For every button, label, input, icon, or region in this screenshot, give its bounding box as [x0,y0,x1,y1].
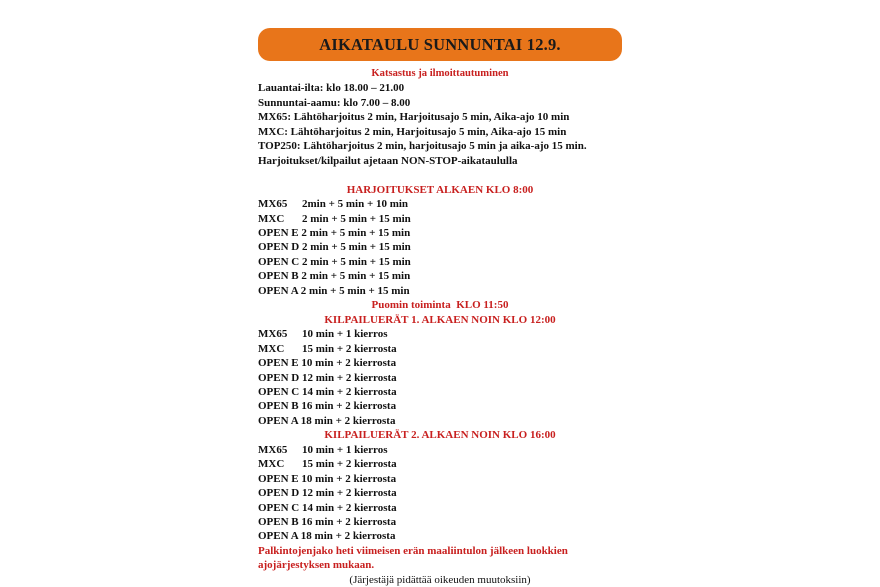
class-label: MXC [258,212,285,225]
race1-row [258,399,622,413]
class-duration: 18 min + 2 kierrosta [300,414,396,427]
registration-line: TOP250: Lähtöharjoitus 2 min, harjoitusajo 5 min ja aika-ajo 15 min. [258,140,587,153]
registration-heading: Katsastus ja ilmoittautuminen [371,68,509,79]
practice-row [258,212,622,226]
race2-row [258,457,622,471]
class-duration: 18 min + 2 kierrosta [300,530,396,543]
practice-row [258,269,622,283]
race1-heading: KILPAILUERÄT 1. ALKAEN NOIN KLO 12:00 [324,313,556,326]
practice-row [258,197,622,211]
class-label: OPEN D [258,487,300,500]
class-duration: 10 min + 2 kierrosta [301,472,397,485]
class-label: OPEN E [258,357,299,370]
race2-row [258,501,622,515]
title-banner [258,28,622,61]
class-duration: 15 min + 2 kierrosta [302,342,397,355]
race1-row [258,414,622,428]
class-duration: 14 min + 2 kierrosta [302,385,397,398]
race1-row [258,327,622,341]
race2-row [258,486,622,500]
class-label: OPEN A [258,414,299,427]
class-duration: 12 min + 2 kierrosta [302,371,397,384]
schedule-document [258,28,622,587]
class-duration: 2 min + 5 min + 15 min [300,284,410,297]
race1-row [258,356,622,370]
race1-row [258,342,622,356]
schedule-content [258,67,622,587]
class-label: MX65 [258,443,288,456]
class-duration: 12 min + 2 kierrosta [302,487,397,500]
class-duration: 2 min + 5 min + 15 min [301,226,411,239]
spacer [258,168,622,182]
class-duration: 2 min + 5 min + 15 min [302,212,411,225]
class-label: MXC [258,342,285,355]
registration-line: Lauantai-ilta: klo 18.00 – 21.00 [258,82,405,95]
class-label: OPEN A [258,284,299,297]
class-duration: 16 min + 2 kierrosta [301,516,397,529]
class-label: OPEN D [258,241,300,254]
class-label: OPEN E [258,472,299,485]
class-duration: 2min + 5 min + 10 min [302,198,409,211]
practice-row [258,226,622,240]
practice-row [258,284,622,298]
class-label: OPEN B [258,400,299,413]
class-label: OPEN B [258,270,299,283]
class-label: MX65 [258,328,288,341]
class-label: MXC [258,458,285,471]
practice-heading: HARJOITUKSET ALKAEN KLO 8:00 [346,183,534,196]
race2-heading: KILPAILUERÄT 2. ALKAEN NOIN KLO 16:00 [324,429,556,442]
class-duration: 15 min + 2 kierrosta [302,458,397,471]
page-title: AIKATAULU SUNNUNTAI 12.9. [319,34,561,54]
practice-row [258,240,622,254]
registration-line: Sunnuntai-aamu: klo 7.00 – 8.00 [258,96,411,109]
registration-line: MXC: Lähtöharjoitus 2 min, Harjoitusajo 5 min, Aika-ajo 15 min [258,125,567,138]
gate-heading: Puomin toiminta KLO 11:50 [371,299,509,312]
registration-line: Harjoitukset/kilpailut ajetaan NON-STOP-aikataululla [258,154,518,167]
race2-row [258,515,622,529]
awards-note: Palkintojenjako heti viimeisen erän maaliintulon jälkeen luokkien [258,544,568,557]
class-duration: 14 min + 2 kierrosta [302,501,397,514]
class-label: OPEN B [258,516,299,529]
class-duration: 10 min + 2 kierrosta [301,357,397,370]
race1-row [258,371,622,385]
class-label: OPEN E [258,226,299,239]
class-duration: 16 min + 2 kierrosta [301,400,397,413]
class-label: OPEN C [258,255,300,268]
class-label: OPEN D [258,371,300,384]
awards-note-cont: ajojärjestyksen mukaan. [258,559,375,572]
race2-row [258,443,622,457]
race1-row [258,385,622,399]
class-duration: 2 min + 5 min + 15 min [302,255,411,268]
disclaimer: (Järjestäjä pidättää oikeuden muutoksiin) [349,573,531,586]
class-label: MX65 [258,198,288,211]
race2-row [258,529,622,543]
class-duration: 2 min + 5 min + 15 min [302,241,411,254]
class-label: OPEN C [258,501,300,514]
race2-row [258,472,622,486]
registration-line: MX65: Lähtöharjoitus 2 min, Harjoitusajo 5 min, Aika-ajo 10 min [258,111,570,124]
class-label: OPEN A [258,530,299,543]
practice-row [258,255,622,269]
class-duration: 10 min + 1 kierros [302,443,388,456]
class-duration: 10 min + 1 kierros [302,328,388,341]
class-label: OPEN C [258,385,300,398]
class-duration: 2 min + 5 min + 15 min [301,270,411,283]
